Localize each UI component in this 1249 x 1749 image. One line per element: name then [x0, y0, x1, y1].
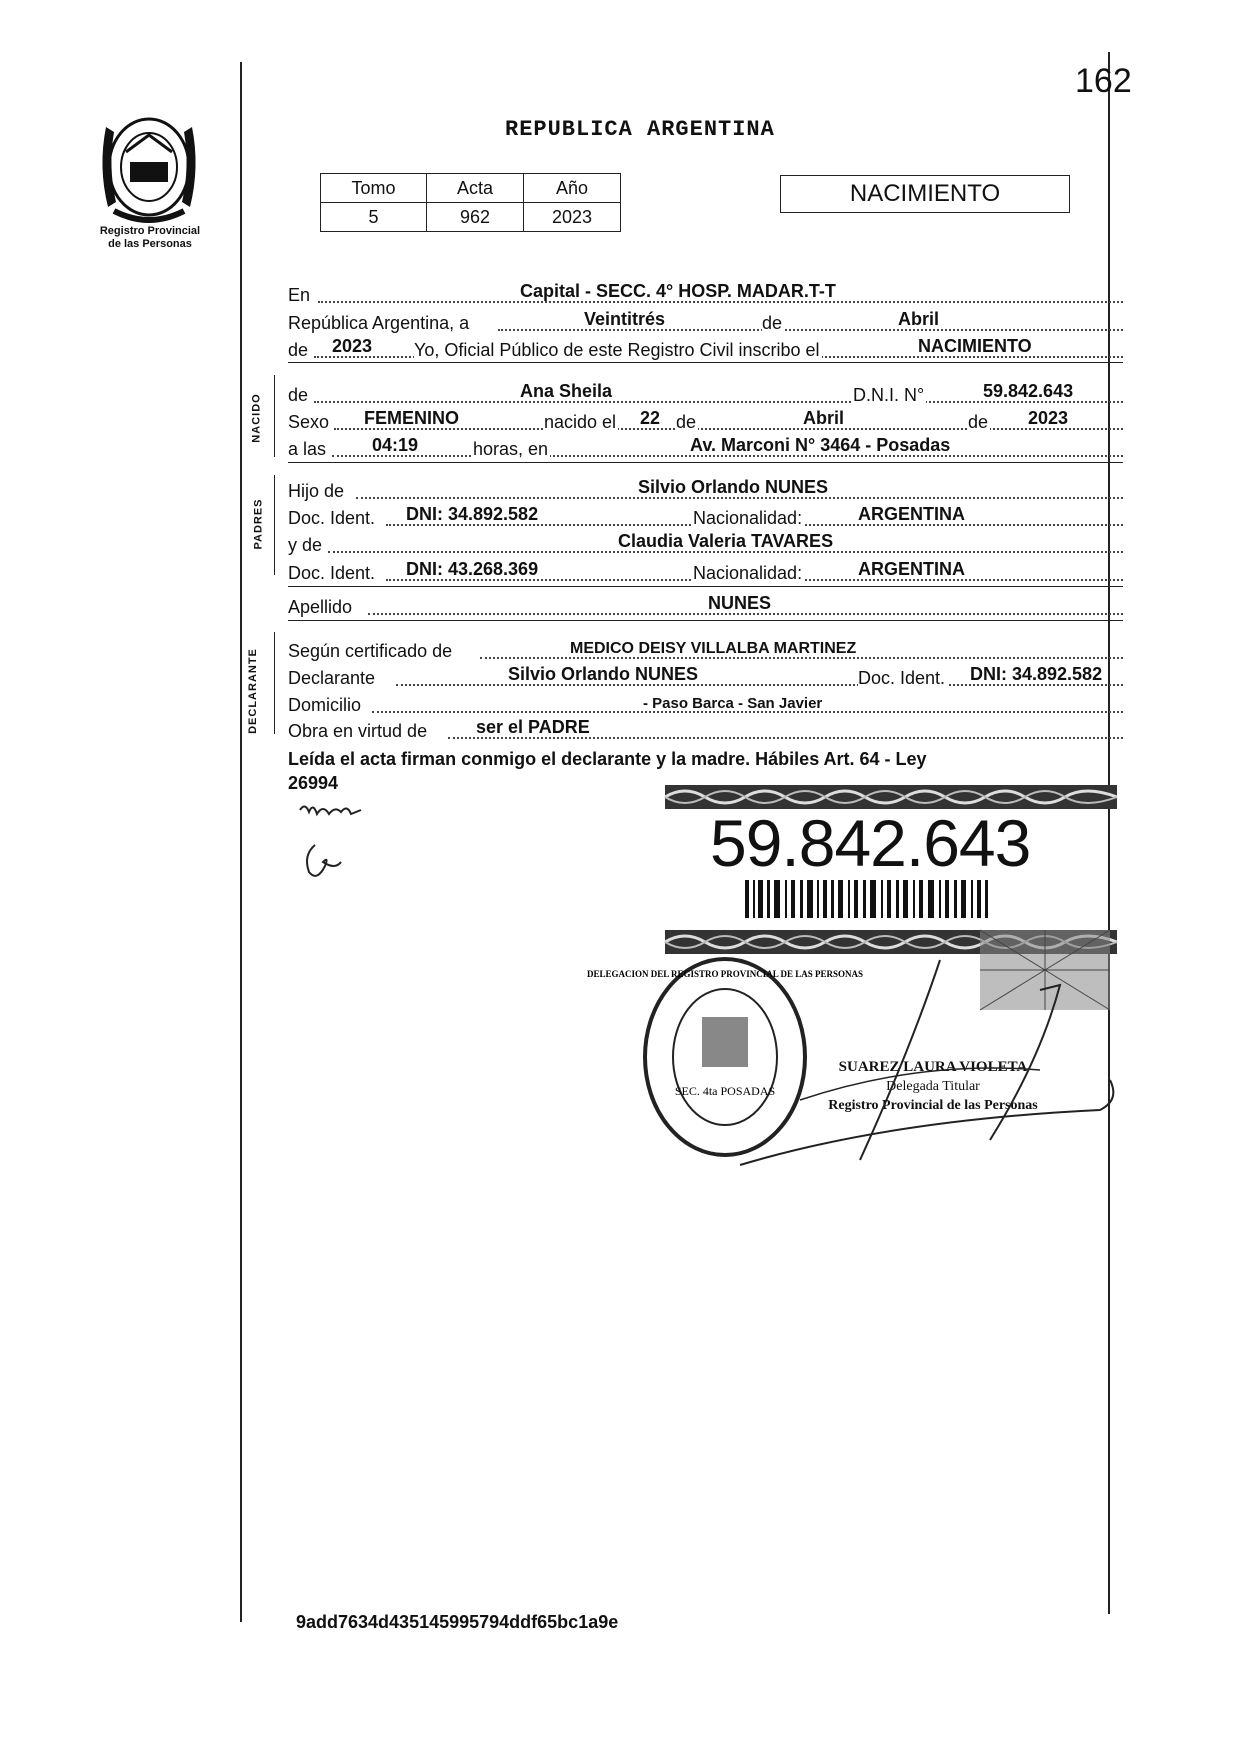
label-father: Hijo de — [288, 481, 345, 501]
value-place: Av. Marconi N° 3464 - Posadas — [690, 435, 951, 455]
row-certificate — [288, 636, 1123, 662]
value-certificate: MEDICO DEISY VILLALBA MARTINEZ — [570, 640, 857, 657]
page-number: 162 — [1075, 62, 1132, 100]
handwritten-initials — [295, 800, 395, 890]
label-born-de1: de — [676, 412, 697, 432]
label-republica: República Argentina, a — [288, 313, 470, 333]
reference-table — [320, 173, 621, 232]
label-doc2: Doc. Ident. — [288, 563, 376, 583]
parents-bracket — [274, 475, 275, 575]
label-year-prefix: de — [288, 340, 309, 360]
label-certificate: Según certificado de — [288, 641, 453, 661]
row-sex — [288, 407, 1123, 433]
document-title: REPUBLICA ARGENTINA — [505, 117, 775, 142]
value-day-written: Veintitrés — [584, 309, 666, 329]
label-en: En — [288, 285, 311, 305]
row-time — [288, 434, 1123, 460]
value-month: Abril — [898, 309, 940, 329]
barcode — [745, 880, 990, 918]
record-type-box: NACIMIENTO — [780, 175, 1070, 213]
value-dni: 59.842.643 — [983, 381, 1074, 401]
seal-inner-text: SEC. 4ta POSADAS — [674, 1084, 776, 1098]
value-born-year: 2023 — [1028, 408, 1069, 428]
label-declarant: Declarante — [288, 668, 376, 688]
table-header-acta: Acta — [427, 174, 524, 203]
divider-2 — [288, 462, 1123, 463]
value-nat2: ARGENTINA — [858, 559, 965, 579]
section-label-born: NACIDO — [250, 393, 263, 443]
label-declarant-doc: Doc. Ident. — [858, 668, 946, 688]
row-father — [288, 476, 1123, 502]
row-name — [288, 380, 1123, 406]
value-time: 04:19 — [372, 435, 419, 455]
divider-1 — [288, 362, 1123, 363]
divider-3 — [288, 586, 1123, 587]
value-born-month: Abril — [803, 408, 845, 428]
label-sex: Sexo — [288, 412, 330, 432]
table-value-ano: 2023 — [524, 203, 621, 232]
value-nat1: ARGENTINA — [858, 504, 965, 524]
value-name: Ana Sheila — [520, 381, 613, 401]
logo-caption-line1: Registro Provincial — [99, 225, 201, 237]
table-header-ano: Año — [524, 174, 621, 203]
row-domicile — [288, 690, 1123, 716]
label-inscribe: Yo, Oficial Público de este Registro Civil inscribo el — [414, 340, 820, 360]
section-label-parents: PADRES — [252, 498, 265, 550]
document-hash: 9add7634d435145995794ddf65bc1a9e — [296, 1612, 619, 1632]
row-en — [288, 280, 1123, 306]
value-doc2: DNI: 43.268.369 — [406, 559, 539, 579]
official-office: Registro Provincial de las Personas — [828, 1098, 1038, 1113]
row-mother — [288, 530, 1123, 556]
official-role: Delegada Titular — [886, 1079, 980, 1094]
value-doc1: DNI: 34.892.582 — [406, 504, 539, 524]
value-domicile: - Paso Barca - San Javier — [643, 695, 823, 712]
row-doc2 — [288, 558, 1123, 584]
section-label-declarant: DECLARANTE — [246, 648, 259, 734]
table-header-tomo: Tomo — [321, 174, 427, 203]
left-margin-line — [240, 62, 242, 1622]
label-de-month: de — [762, 313, 783, 333]
value-en: Capital - SECC. 4° HOSP. MADAR.T-T — [520, 281, 836, 301]
row-year-inscribe — [288, 335, 1123, 361]
value-declarant: Silvio Orlando NUNES — [508, 664, 699, 684]
declarant-bracket — [274, 632, 275, 734]
label-surname: Apellido — [288, 597, 353, 617]
table-value-tomo: 5 — [321, 203, 427, 232]
label-domicile: Domicilio — [288, 695, 362, 715]
label-virtue: Obra en virtud de — [288, 721, 428, 741]
label-nat1: Nacionalidad: — [693, 508, 803, 528]
row-virtue — [288, 716, 1123, 742]
label-doc1: Doc. Ident. — [288, 508, 376, 528]
label-name: de — [288, 385, 309, 405]
label-nat2: Nacionalidad: — [693, 563, 803, 583]
row-surname — [288, 592, 1123, 618]
row-republica — [288, 308, 1123, 334]
dni-large-number: 59.842.643 — [710, 806, 1031, 880]
label-mother: y de — [288, 535, 323, 555]
row-doc1 — [288, 503, 1123, 529]
value-born-day: 22 — [640, 408, 661, 428]
label-hours: horas, en — [473, 439, 549, 459]
row-declarant — [288, 663, 1123, 689]
value-surname: NUNES — [708, 593, 772, 613]
value-father: Silvio Orlando NUNES — [638, 477, 829, 497]
official-name: SUAREZ LAURA VIOLETA — [838, 1059, 1028, 1075]
official-signature — [740, 960, 1120, 1170]
label-born: nacido el — [544, 412, 617, 432]
value-year: 2023 — [332, 336, 373, 356]
value-mother: Claudia Valeria TAVARES — [618, 531, 834, 551]
label-time: a las — [288, 439, 327, 459]
divider-4 — [288, 620, 1123, 621]
province-seal-logo — [96, 107, 202, 225]
value-inscribe: NACIMIENTO — [918, 336, 1032, 356]
table-value-acta: 962 — [427, 203, 524, 232]
label-born-de2: de — [968, 412, 989, 432]
closing-line-2: 26994 — [288, 773, 339, 793]
logo-caption — [80, 225, 220, 251]
logo-caption-line2: de las Personas — [108, 238, 192, 250]
label-dni: D.N.I. N° — [853, 385, 925, 405]
value-sex: FEMENINO — [364, 408, 460, 428]
seal-outer-text: DELEGACION DEL REGISTRO PROVINCIAL DE LAS PERSONAS — [586, 969, 864, 979]
value-virtue: ser el PADRE — [476, 717, 590, 737]
value-declarant-doc: DNI: 34.892.582 — [970, 664, 1103, 684]
closing-line-1: Leída el acta firman conmigo el declarante y la madre. Hábiles Art. 64 - Ley — [288, 749, 927, 769]
born-bracket — [274, 375, 275, 457]
